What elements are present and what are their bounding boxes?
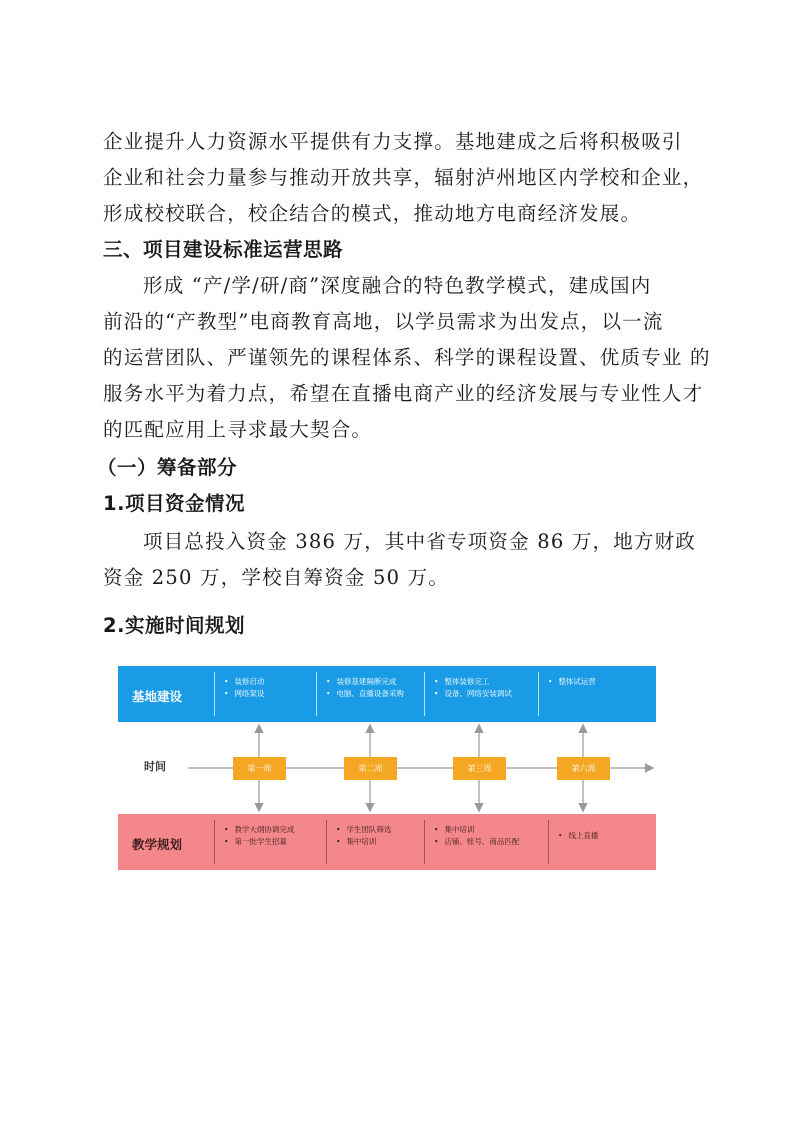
time-axis: [118, 722, 656, 814]
phase-week-6: 第六周: [557, 757, 610, 780]
band-separator: [214, 672, 215, 716]
section-3-line-3: 的运营团队、严谨领先的课程体系、科学的课程设置、优质专业 的: [103, 346, 711, 369]
teaching-col-2: [336, 824, 391, 848]
band-separator: [214, 820, 215, 864]
intro-line-2: 企业和社会力量参与推动开放共享，辐射泸州地区内学校和企业，: [103, 166, 704, 189]
band-separator: [316, 672, 317, 716]
construction-band: [118, 666, 656, 722]
section-3-line-1: 形成 “产/学/研/商”深度融合的特色教学模式，建成国内: [143, 274, 652, 297]
band-separator: [326, 820, 327, 864]
subsection-1-title: （一）筹备部分: [97, 456, 238, 479]
construction-item: • 网络架设: [224, 688, 264, 700]
phase-week-3: 第三周: [453, 757, 506, 780]
teaching-col-3: [434, 824, 519, 848]
band-separator: [424, 820, 425, 864]
construction-item: • 设备、网络安装调试: [434, 688, 512, 700]
section-3-line-5: 的匹配应用上寻求最大契合。: [103, 418, 373, 441]
teaching-item: • 集中培训: [336, 836, 391, 848]
construction-item: • 整体试运营: [548, 676, 596, 688]
construction-item: • 电脑、直播设备采购: [326, 688, 404, 700]
teaching-band: [118, 814, 656, 870]
construction-col-1: [224, 676, 264, 700]
construction-item: • 装修启动: [224, 676, 264, 688]
teaching-item: • 店铺、账号、商品匹配: [434, 836, 519, 848]
timeline-diagram: [118, 666, 656, 872]
section-3-line-2: 前沿的“产教型”电商教育高地，以学员需求为出发点，以一流: [103, 310, 664, 333]
item-1-line-2: 资金 250 万，学校自筹资金 50 万。: [103, 566, 450, 589]
teaching-item: • 学生团队筛选: [336, 824, 391, 836]
item-1-line-1: 项目总投入资金 386 万，其中省专项资金 86 万，地方财政: [143, 530, 697, 553]
item-1-title: 1.项目资金情况: [103, 492, 245, 515]
teaching-col-1: [224, 824, 294, 848]
construction-band-title: 基地建设: [132, 689, 183, 704]
teaching-item: • 教学大纲协调完成: [224, 824, 294, 836]
item-2-title: 2.实施时间规划: [103, 614, 245, 637]
teaching-band-title: 教学规划: [132, 837, 183, 852]
teaching-col-4: [558, 830, 598, 842]
intro-line-1: 企业提升人力资源水平提供有力支撑。基地建成之后将积极吸引: [103, 130, 683, 153]
construction-col-4: [548, 676, 596, 688]
intro-line-3: 形成校校联合，校企结合的模式，推动地方电商经济发展。: [103, 202, 642, 225]
band-separator: [424, 672, 425, 716]
band-separator: [548, 820, 549, 864]
section-3-line-4: 服务水平为着力点，希望在直播电商产业的经济发展与专业性人才: [103, 382, 704, 405]
phase-week-1: 第一周: [233, 757, 286, 780]
teaching-item: • 集中培训: [434, 824, 519, 836]
teaching-item: • 第一批学生招募: [224, 836, 294, 848]
section-3-title: 三、项目建设标准运营思路: [103, 238, 344, 261]
phase-week-2: 第二周: [344, 757, 397, 780]
construction-item: • 整体装修完工: [434, 676, 512, 688]
band-separator: [538, 672, 539, 716]
time-label: 时间: [144, 760, 166, 773]
teaching-item: • 线上直播: [558, 830, 598, 842]
construction-col-2: [326, 676, 404, 700]
construction-item: • 装修基建隔断完成: [326, 676, 404, 688]
construction-col-3: [434, 676, 512, 700]
